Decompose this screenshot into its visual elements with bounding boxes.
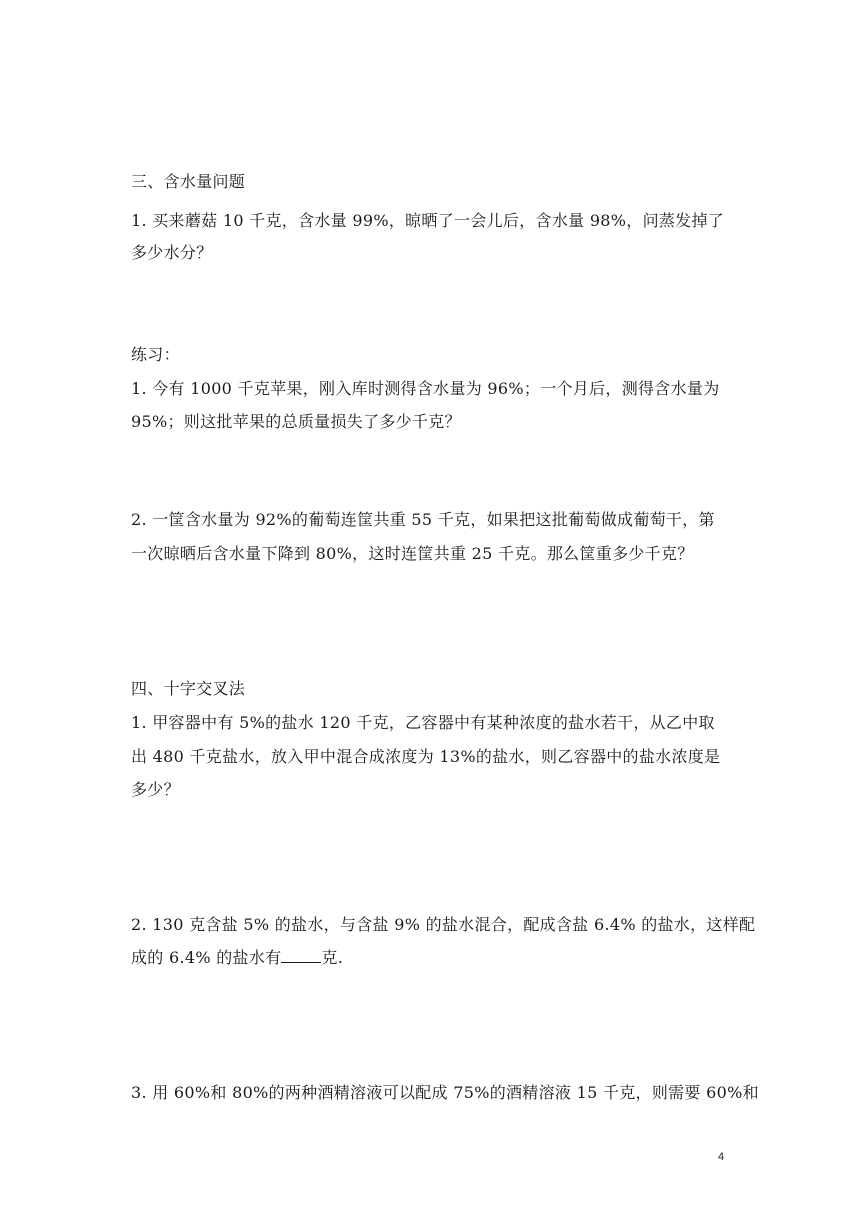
section-3-heading: 三、含水量问题: [131, 172, 246, 191]
section-4-question-3-line-1: 3. 用 60%和 80%的两种酒精溶液可以配成 75%的酒精溶液 15 千克，则需要 60%和: [131, 1083, 759, 1102]
section-3-question-1-line-1: 1. 买来蘑菇 10 千克，含水量 99%，晾晒了一会儿后，含水量 98%，问蒸发掉了: [131, 211, 725, 230]
practice-question-2-line-2: 一次晾晒后含水量下降到 80%，这时连筐共重 25 千克。那么筐重多少千克？: [131, 544, 694, 563]
practice-question-2-line-1: 2. 一筐含水量为 92%的葡萄连筐共重 55 千克，如果把这批葡萄做成葡萄干，第: [131, 510, 715, 529]
practice-heading: 练习：: [131, 345, 180, 364]
practice-question-1-line-2: 95%；则这批苹果的总质量损失了多少千克？: [131, 412, 461, 431]
question-2-text-after-blank: 克.: [321, 948, 344, 967]
section-4-question-2-line-1: 2. 130 克含盐 5% 的盐水，与含盐 9% 的盐水混合，配成含盐 6.4% 的盐水，这样配: [131, 915, 756, 934]
page-number: 4: [718, 1151, 725, 1163]
section-4-question-2-line-2: [131, 948, 731, 968]
section-4-question-1-line-2: 出 480 千克盐水，放入甲中混合成浓度为 13%的盐水，则乙容器中的盐水浓度是: [131, 747, 721, 766]
question-2-text-before-blank: 成的 6.4% 的盐水有: [131, 948, 282, 967]
section-4-question-1-line-3: 多少？: [131, 780, 180, 799]
practice-question-1-line-1: 1. 今有 1000 千克苹果，刚入库时测得含水量为 96%；一个月后，测得含水量为: [131, 379, 720, 398]
answer-blank[interactable]: [281, 948, 321, 963]
section-3-question-1-line-2: 多少水分？: [131, 243, 213, 262]
section-4-heading: 四、十字交叉法: [131, 679, 246, 698]
section-4-question-1-line-1: 1. 甲容器中有 5%的盐水 120 千克，乙容器中有某种浓度的盐水若干，从乙中取: [131, 713, 715, 732]
